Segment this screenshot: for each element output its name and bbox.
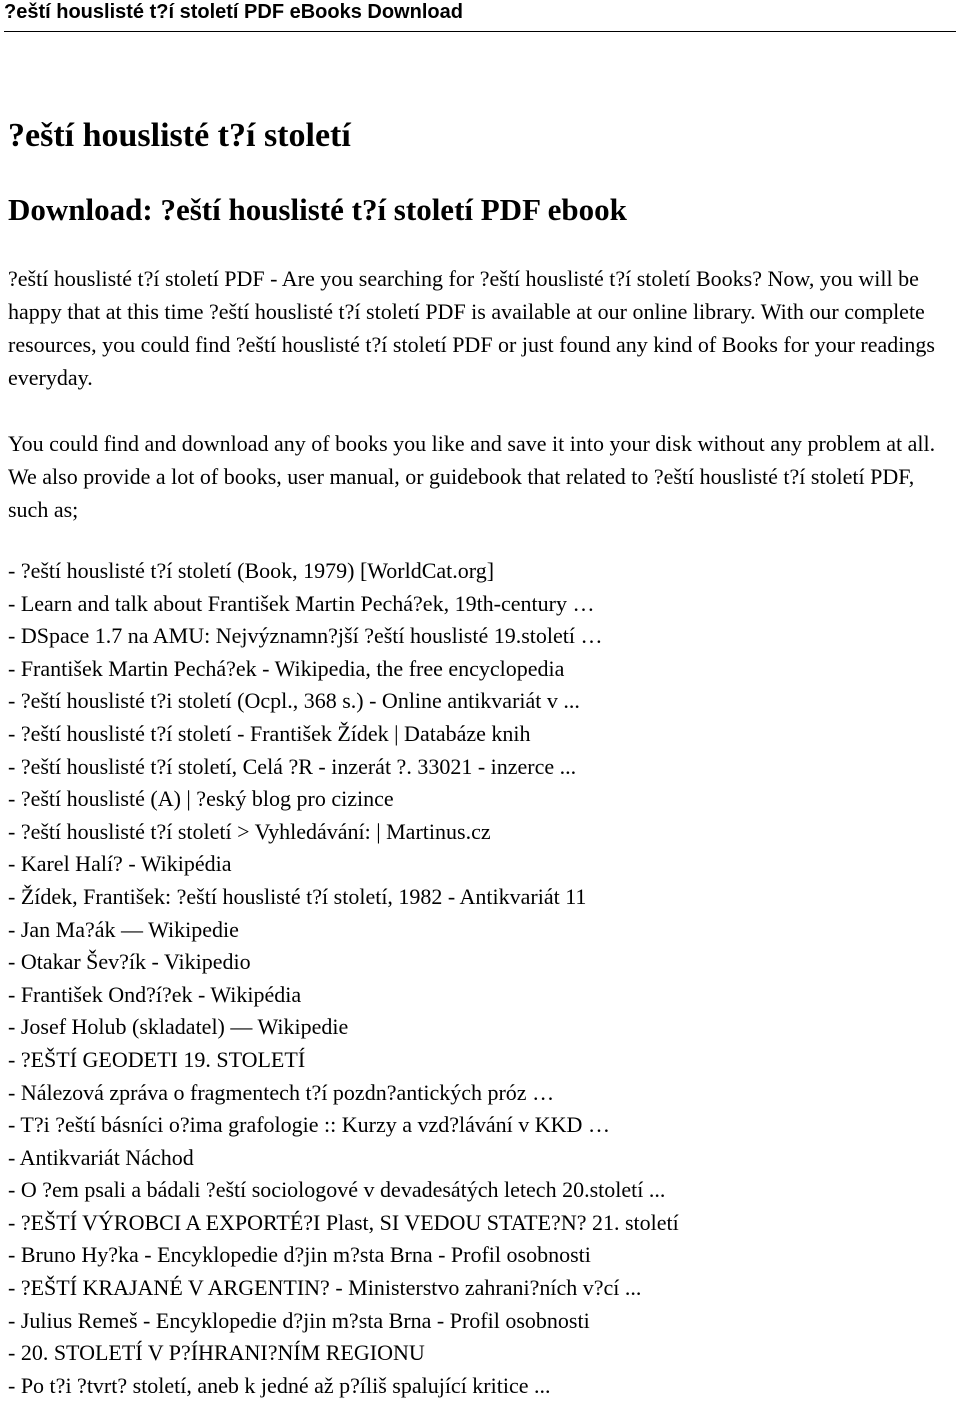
list-item: - ?eští houslisté t?í století, Celá ?R - inzerát ?. 33021 - inzerce ... [8,753,577,779]
list-item: - Žídek, František: ?eští houslisté t?í století, 1982 - Antikvariát 11 [8,883,587,909]
header-divider [4,31,956,32]
list-item: - František Ond?í?ek - Wikipédia [8,981,302,1007]
list-item: - DSpace 1.7 na AMU: Nejvýznamn?jší ?eští houslisté 19.století … [8,623,603,649]
list-item: - T?i ?eští básníci o?ima grafologie :: Kurzy a vzd?lávání v KKD … [8,1112,610,1138]
document-title: ?eští houslisté t?í století [8,117,351,154]
list-item: - ?eští houslisté t?i století (Ocpl., 368 s.) - Online antikvariát v ... [8,688,580,714]
list-item: - ?eští houslisté t?í století > Vyhledávání: | Martinus.cz [8,818,491,844]
header-title: ?eští houslisté t?í století PDF eBooks Download [4,1,463,23]
page-header [4,0,954,34]
download-paragraph: You could find and download any of books you like and save it into your disk without any problem at all. We also provide a lot of books, user manual, or guidebook that related to ?eští houslisté t?í století PDF, such as; [8,431,936,522]
list-item: - Julius Remeš - Encyklopedie d?jin m?sta Brna - Profil osobnosti [8,1307,590,1333]
list-item: - Jan Ma?ák — Wikipedie [8,916,239,942]
list-item: - ?EŠTÍ KRAJANÉ V ARGENTIN? - Ministerstvo zahrani?ních v?cí ... [8,1275,642,1301]
list-item: - Po t?i ?tvrt? století, aneb k jedné až p?íliš spalující kritice ... [8,1372,551,1398]
list-item: - ?eští houslisté t?í století - František Žídek | Databáze knih [8,720,531,746]
list-item: - O ?em psali a bádali ?eští sociologové v devadesátých letech 20.století ... [8,1177,666,1203]
list-item: - Otakar Šev?ík - Vikipedio [8,949,251,975]
download-heading: Download: ?eští houslisté t?í století PDF ebook [8,192,627,227]
list-item: - Bruno Hy?ka - Encyklopedie d?jin m?sta Brna - Profil osobnosti [8,1242,591,1268]
list-item: - ?EŠTÍ GEODETI 19. STOLETÍ [8,1046,306,1072]
related-list [8,555,953,1402]
list-item: - ?eští houslisté (A) | ?eský blog pro cizince [8,786,394,812]
list-item: - Learn and talk about František Martin Pechá?ek, 19th-century … [8,590,595,616]
intro-paragraph: ?eští houslisté t?í století PDF - Are you searching for ?eští houslisté t?í století Books? Now, you will be happy that at this time ?eští houslisté t?í století PDF is available at our online library. With our complete resources, you could find ?eští houslisté t?í století PDF or just found any kind of Books for your readings everyday. [8,266,935,390]
list-item: - 20. STOLETÍ V P?ÍHRANI?NÍM REGIONU [8,1340,425,1366]
list-item: - ?EŠTÍ VÝROBCI A EXPORTÉ?I Plast, SI VEDOU STATE?N? 21. století [8,1209,679,1235]
list-item: - ?eští houslisté t?í století (Book, 1979) [WorldCat.org] [8,558,495,583]
list-item: - Josef Holub (skladatel) — Wikipedie [8,1014,349,1040]
list-item: - Antikvariát Náchod [8,1144,194,1170]
list-item: - Nálezová zpráva o fragmentech t?í pozdn?antických próz … [8,1079,555,1105]
list-item: - Karel Halí? - Wikipédia [8,851,232,877]
list-item: - František Martin Pechá?ek - Wikipedia, the free encyclopedia [8,655,565,681]
